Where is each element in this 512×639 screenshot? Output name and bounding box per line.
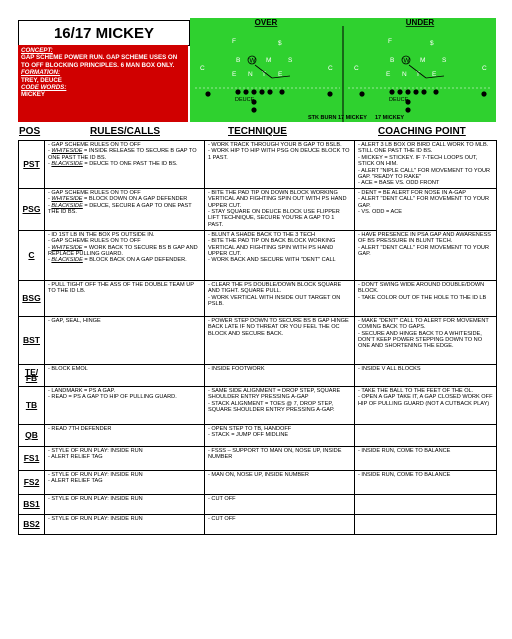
rules-line: - ALERT RELIEF TAG xyxy=(48,478,103,485)
position-cell: BS1 xyxy=(19,494,45,514)
over-player xyxy=(279,89,284,94)
over-player xyxy=(251,89,256,94)
over-e2-tag: E xyxy=(278,71,283,78)
rules-line: - BLACKSIDE = BLOCK BACK ON A GAP DEFENDER. xyxy=(48,257,187,264)
code-words-text: MICKEY xyxy=(21,91,46,99)
assignment-table xyxy=(18,140,497,535)
position-cell: C xyxy=(19,230,45,280)
under-b-tag: B xyxy=(390,57,395,64)
rules-line: - GAP SCHEME RULES ON TO OFF xyxy=(48,142,141,148)
coaching-line: - INSIDE RUN, COME TO BALANCE xyxy=(358,447,451,454)
side-keyword: WHITESIDE xyxy=(51,196,83,203)
under-w-tag: W xyxy=(403,57,410,65)
coaching-line: - MAKE "DENT" CALL TO ALERT FOR MOVEMENT COMING BACK TO GAPS. xyxy=(358,317,489,331)
technique-line: - WORK TRACK THROUGH YOUR B GAP TO BSLB. xyxy=(208,142,342,148)
over-dollar-tag: $ xyxy=(278,40,282,47)
side-keyword: BLACKSIDE xyxy=(51,161,83,168)
over-m-tag: M xyxy=(266,57,272,64)
technique-cell xyxy=(205,280,355,316)
table-row xyxy=(19,446,497,470)
under-player xyxy=(433,89,438,94)
rules-line: - PULL TIGHT OFF THE ASS OF THE DOUBLE TEAM UP TO THE ID LB. xyxy=(48,281,194,295)
coaching-line: - ALERT "NIPLE CALL" FOR MOVEMENT TO YOUR GAP. "READY TO RAKE" xyxy=(358,167,491,181)
technique-cell xyxy=(205,316,355,364)
rules-line: - ID 1ST LB IN THE BOX PS OUTSIDE IN. xyxy=(48,231,155,238)
rules-line: - READ = PS A GAP TO HIP OF PULLING GUARD. xyxy=(48,394,177,401)
position-cell: PSG xyxy=(19,188,45,230)
under-c-left-tag: C xyxy=(354,65,359,72)
coaching-line: - ALERT 3 LB BOX OR BIRD CALL WORK TO MLB. STILL ONE PAST THE ID BS. xyxy=(358,142,489,155)
over-c-left-tag: C xyxy=(200,65,205,72)
over-player xyxy=(259,89,264,94)
over-c-right-tag: C xyxy=(328,65,333,72)
coaching-cell xyxy=(355,514,497,534)
rules-line: - BLACKSIDE = DEUCE TO ONE PAST THE ID BS. xyxy=(48,161,178,168)
coaching-line: - ALERT "DENT CALL" FOR MOVEMENT TO YOUR GAP. xyxy=(358,244,490,258)
over-f-tag: F xyxy=(232,38,236,45)
rules-line: - WHITESIDE = BLOCK DOWN ON A GAP DEFENDER xyxy=(48,196,188,203)
under-t-tag: T xyxy=(416,71,420,78)
over-label: OVER xyxy=(254,18,278,27)
col-coaching: COACHING POINT xyxy=(378,126,466,137)
side-keyword: WHITESIDE xyxy=(51,244,83,251)
technique-line: - STACK = JUMP OFF MIDLINE xyxy=(208,432,289,439)
rules-cell xyxy=(45,280,205,316)
coaching-line: - INSIDE V ALL BLOCKS xyxy=(358,365,421,372)
under-player xyxy=(413,89,418,94)
technique-cell xyxy=(205,424,355,446)
technique-line: - CUT OFF xyxy=(208,515,236,522)
over-b-tag: B xyxy=(236,57,241,64)
technique-line: - INSIDE FOOTWORK xyxy=(208,365,265,372)
coaching-cell xyxy=(355,280,497,316)
technique-line: - SAME SIDE ALIGNMENT = DROP STEP, SQUARE SHOULDER ENTRY PRESSING A-GAP xyxy=(208,387,341,401)
coaching-cell xyxy=(355,364,497,386)
rules-line: - GAP SCHEME RULES ON TO OFF xyxy=(48,238,141,245)
position-cell: BST xyxy=(19,316,45,364)
rules-line: - WHITESIDE = WORK BACK TO SECURE BS B GAP AND REPLACE PULLING GUARD. xyxy=(48,244,198,258)
rules-cell xyxy=(45,470,205,494)
rules-line: - STYLE OF RUN PLAY: INSIDE RUN xyxy=(48,495,143,502)
rules-line: - BLOCK EMOL xyxy=(48,365,88,372)
technique-line: - STACK ALIGNMENT = TOES @ 7, DROP STEP, SQUARE SHOULDER ENTRY PRESSING A-GAP. xyxy=(208,400,335,414)
play-title: 16/17 MICKEY xyxy=(18,20,190,46)
position-cell: BSG xyxy=(19,280,45,316)
formation-label: FORMATION: xyxy=(21,69,61,77)
under-s-tag: S xyxy=(442,57,447,64)
rules-line: - READ 7TH DEFENDER xyxy=(48,425,112,432)
under-player xyxy=(421,89,426,94)
coaching-cell xyxy=(355,141,497,189)
over-n-tag: N xyxy=(248,71,253,78)
technique-cell xyxy=(205,230,355,280)
coaching-line: - DON'T SWING WIDE AROUND DOUBLE/DOWN BLOCK. xyxy=(358,281,485,295)
formation-text: TREY, DEUCE xyxy=(21,76,62,84)
rules-cell xyxy=(45,424,205,446)
coaching-cell xyxy=(355,386,497,424)
position-cell: BS2 xyxy=(19,514,45,534)
under-m-tag: M xyxy=(420,57,426,64)
coaching-line: - TAKE THE BALL TO THE FEET OF THE OL. xyxy=(358,387,474,394)
technique-cell xyxy=(205,188,355,230)
rules-line: - STYLE OF RUN PLAY: INSIDE RUN xyxy=(48,447,143,454)
side-keyword: BLACKSIDE xyxy=(51,257,83,264)
over-player xyxy=(243,89,248,94)
coaching-line: - ALERT "DENT CALL" FOR MOVEMENT TO YOUR GAP. xyxy=(358,196,490,209)
position-cell: QB xyxy=(19,424,45,446)
coaching-cell xyxy=(355,424,497,446)
rules-cell xyxy=(45,316,205,364)
under-player xyxy=(405,107,410,112)
coaching-cell xyxy=(355,470,497,494)
under-player xyxy=(405,89,410,94)
col-technique: TECHNIQUE xyxy=(228,126,287,137)
coaching-cell xyxy=(355,230,497,280)
technique-cell xyxy=(205,494,355,514)
position-cell: FS1 xyxy=(19,446,45,470)
rules-cell xyxy=(45,188,205,230)
under-dollar-tag: $ xyxy=(430,40,434,47)
table-row xyxy=(19,470,497,494)
under-player xyxy=(359,91,364,96)
coaching-line: - SECURE AND HINGE BACK TO A WHITESIDE, DON'T KEEP POWER STEPPING DOWN TO NO ONE AND SHORTENING THE EDGE. xyxy=(358,330,483,350)
over-w-tag: W xyxy=(249,57,256,65)
over-player xyxy=(267,89,272,94)
rules-cell xyxy=(45,230,205,280)
technique-line: - CUT OFF xyxy=(208,495,236,502)
table-row xyxy=(19,230,497,280)
over-player xyxy=(235,89,240,94)
rules-cell xyxy=(45,141,205,189)
field-top-band xyxy=(190,18,496,26)
caption-right: 17 MICKEY xyxy=(375,115,405,121)
coaching-cell xyxy=(355,316,497,364)
coaching-line: - ACE = BASE VS. ODD FRONT xyxy=(358,180,440,187)
technique-line: - OPEN STEP TO TB, HANDOFF xyxy=(208,425,292,432)
technique-cell xyxy=(205,470,355,494)
rules-line: - BLACKSIDE = DEUCE, SECURE A GAP TO ONE PAST THE ID BS. xyxy=(48,202,192,216)
technique-line: - WORK BACK AND SECURE WITH "DENT" CALL xyxy=(208,257,336,264)
table-row xyxy=(19,424,497,446)
position-cell: TB xyxy=(19,386,45,424)
coaching-cell xyxy=(355,446,497,470)
table-row xyxy=(19,316,497,364)
under-c-right-tag: C xyxy=(482,65,487,72)
over-t-tag: T xyxy=(262,71,266,78)
concept-label: CONCEPT: xyxy=(21,47,53,54)
technique-line: - BITE THE PAD TIP ON BACK BLOCK WORKING VERTICAL AND FIGHTING SPIN WITH PS HAND UPPER CUT. xyxy=(208,238,336,258)
under-player xyxy=(389,89,394,94)
table-row xyxy=(19,188,497,230)
under-n-tag: N xyxy=(402,71,407,78)
table-row xyxy=(19,494,497,514)
rules-line: - LANDMARK = PS A GAP. xyxy=(48,387,116,394)
under-player xyxy=(397,89,402,94)
technique-line: - FSSS – SUPPORT TO MAN ON, NOSE UP, INSIDE NUMBER xyxy=(208,447,342,461)
technique-line: - BLUNT A SHADE BACK TO THE 3 TECH xyxy=(208,231,316,238)
rules-line: - STYLE OF RUN PLAY: INSIDE RUN xyxy=(48,471,143,478)
coaching-line: - INSIDE RUN, COME TO BALANCE xyxy=(358,471,451,478)
over-deuce-tag: DEUCE xyxy=(235,97,255,103)
over-player xyxy=(251,107,256,112)
under-label: UNDER xyxy=(405,18,435,27)
under-e-tag: E xyxy=(386,71,391,78)
coaching-line: - DENT = BE ALERT FOR NOSE IN A-GAP xyxy=(358,189,467,196)
table-row xyxy=(19,514,497,534)
rules-cell xyxy=(45,364,205,386)
under-player xyxy=(481,91,486,96)
over-e-tag: E xyxy=(232,71,237,78)
rules-cell xyxy=(45,494,205,514)
rules-cell xyxy=(45,446,205,470)
technique-cell xyxy=(205,446,355,470)
position-cell: PST xyxy=(19,141,45,189)
rules-line: - ALERT RELIEF TAG xyxy=(48,454,103,461)
rules-line: - STYLE OF RUN PLAY: INSIDE RUN xyxy=(48,515,143,522)
side-keyword: WHITESIDE xyxy=(51,148,83,155)
rules-cell xyxy=(45,514,205,534)
rules-line: - GAP SCHEME RULES ON TO OFF xyxy=(48,189,141,196)
coaching-line: - VS. ODD = ACE xyxy=(358,209,402,216)
technique-line: - MAN ON, NOSE UP, INSIDE NUMBER xyxy=(208,471,309,478)
technique-line: - CLEAR THE PS DOUBLE/DOWN BLOCK SQUARE AND TIGHT. SQUARE PULL. xyxy=(208,281,342,295)
code-words-label: CODE WORDS: xyxy=(21,84,67,92)
col-rules: RULES/CALLS xyxy=(90,126,160,137)
coaching-line: - HAVE PRESENCE IN PSA GAP AND AWARENESS OF BS PRESSURE IN BLUNT TECH. xyxy=(358,231,492,245)
rules-line: - GAP, SEAL, HINGE xyxy=(48,317,101,324)
under-e2-tag: E xyxy=(432,71,437,78)
position-cell: TE/ FB xyxy=(19,364,45,386)
technique-line: - BITE THE PAD TIP ON DOWN BLOCK WORKING VERTICAL AND FIGHTING SPIN OUT WITH PS HAND UPPER CUT. xyxy=(208,189,347,209)
technique-cell xyxy=(205,364,355,386)
side-keyword: BLACKSIDE xyxy=(51,202,83,209)
caption-left: STK BURN 17 MICKEY xyxy=(308,115,367,121)
play-diagrams xyxy=(190,18,496,122)
coaching-cell xyxy=(355,188,497,230)
rules-cell xyxy=(45,386,205,424)
technique-line: - WORK HIP TO HIP WITH PSG ON DEUCE BLOCK TO 1 PAST. xyxy=(208,148,350,161)
over-player xyxy=(205,91,210,96)
under-deuce-tag: DEUCE xyxy=(389,97,409,103)
technique-line: - STAY SQUARE ON DEUCE BLOCK USE FLIPPER LIFT TECHNIQUE, SECURE YOU'RE A GAP TO 1 PAST. xyxy=(208,209,340,228)
technique-line: - WORK VERTICAL WITH INSIDE OUT TARGET ON PSLB. xyxy=(208,294,341,308)
coaching-line: - OPEN A GAP TAKE IT, A GAP CLOSED WORK OFF HIP OF PULLING GUARD (NOT A CUTBACK PLAY) xyxy=(358,394,493,407)
rules-line: - WHITESIDE = INSIDE RELEASE TO SECURE B GAP TO ONE PAST THE ID BS. xyxy=(48,148,197,161)
table-row xyxy=(19,386,497,424)
over-player xyxy=(327,91,332,96)
concept-box xyxy=(18,45,188,122)
table-row xyxy=(19,364,497,386)
coaching-line: - MICKEY = STICKEY. IF 7-TECH LOOPS OUT, STICK ON HIM. xyxy=(358,154,478,168)
position-cell: FS2 xyxy=(19,470,45,494)
technique-cell xyxy=(205,386,355,424)
table-row xyxy=(19,141,497,189)
column-headers xyxy=(18,126,496,138)
col-pos: POS xyxy=(19,126,41,137)
over-s-tag: S xyxy=(288,57,293,64)
coaching-cell xyxy=(355,494,497,514)
technique-cell xyxy=(205,514,355,534)
table-row xyxy=(19,280,497,316)
coaching-line: - TAKE COLOR OUT OF THE HOLE TO THE ID LB xyxy=(358,294,487,301)
concept-text: GAP SCHEME POWER RUN. GAP SCHEME USES ON TO OFF BLOCKING PRINCIPLES. 6 MAN BOX ONLY. xyxy=(21,54,178,69)
technique-cell xyxy=(205,141,355,189)
technique-line: - POWER STEP DOWN TO SECURE BS B GAP HINGE BACK LATE IF NO THREAT OR YOU FEEL THE OC BLOCK AND SECURE BACK. xyxy=(208,317,349,337)
under-f-tag: F xyxy=(388,38,392,45)
